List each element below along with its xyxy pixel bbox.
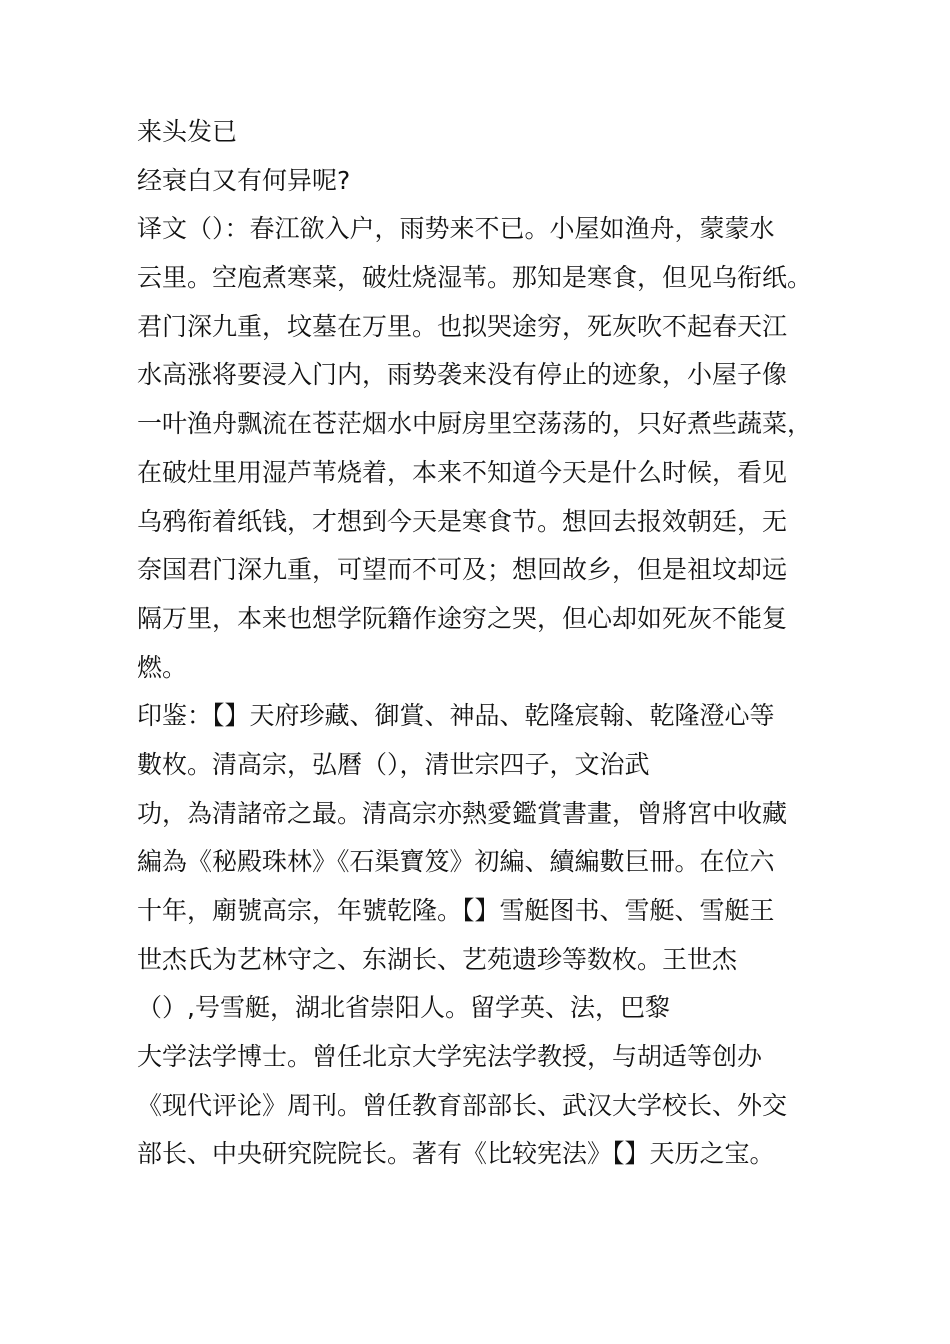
text-line: 功，為清諸帝之最。清高宗亦熱愛鑑賞書畫，曾將宮中收藏 xyxy=(137,798,788,828)
text-line: 水高涨将要浸入门内，雨势袭来没有停止的迹象，小屋子像 xyxy=(137,360,788,390)
text-line: 世杰氏为艺林守之、东湖长、艺苑遗珍等数枚。王世杰 xyxy=(137,944,738,974)
text-line: 君门深九重，坟墓在万里。也拟哭途穷，死灰吹不起春天江 xyxy=(137,311,788,341)
text-line: 云里。空庖煮寒菜，破灶烧湿苇。那知是寒食，但见乌衔纸。 xyxy=(137,263,813,293)
text-line: 印鉴：【】天府珍藏、御賞、神品、乾隆宸翰、乾隆澄心等 xyxy=(137,701,775,731)
text-line: 隔万里，本来也想学阮籍作途穷之哭，但心却如死灰不能复 xyxy=(137,603,788,633)
text-line: 編為《秘殿珠林》《石渠寶笈》初編、續編數巨冊。在位六 xyxy=(137,847,775,877)
text-line: 一叶渔舟飘流在苍茫烟水中厨房里空荡荡的，只好煮些蔬菜， xyxy=(137,409,813,439)
text-line: 译文（）：春江欲入户，雨势来不已。小屋如渔舟，蒙蒙水 xyxy=(137,214,775,244)
text-line: 在破灶里用湿芦苇烧着，本来不知道今天是什么时候，看见 xyxy=(137,457,788,487)
text-line: 十年，廟號高宗，年號乾隆。【】雪艇图书、雪艇、雪艇王 xyxy=(137,896,775,925)
text-line: 部长、中央研究院院长。著有《比较宪法》【】天历之宝。 xyxy=(137,1139,775,1169)
text-line: 《现代评论》周刊。曾任教育部部长、武汉大学校长、外交 xyxy=(137,1090,788,1120)
text-line: 燃。 xyxy=(137,652,188,682)
text-line: 大学法学博士。曾任北京大学宪法学教授，与胡适等创办 xyxy=(137,1042,763,1072)
text-line: 奈国君门深九重，可望而不可及；想回故乡，但是祖坟却远 xyxy=(137,555,788,585)
text-line: 来头发已 xyxy=(137,117,238,146)
body-text xyxy=(137,108,837,1179)
text-line: （）,号雪艇，湖北省崇阳人。留学英、法，巴黎 xyxy=(137,993,670,1023)
text-line: 经衰白又有何异呢? xyxy=(137,165,351,195)
text-line: 數枚。清高宗，弘曆（），清世宗四子，文治武 xyxy=(137,749,650,779)
text-line: 乌鸦衔着纸钱，才想到今天是寒食节。想回去报效朝廷，无 xyxy=(137,506,788,536)
